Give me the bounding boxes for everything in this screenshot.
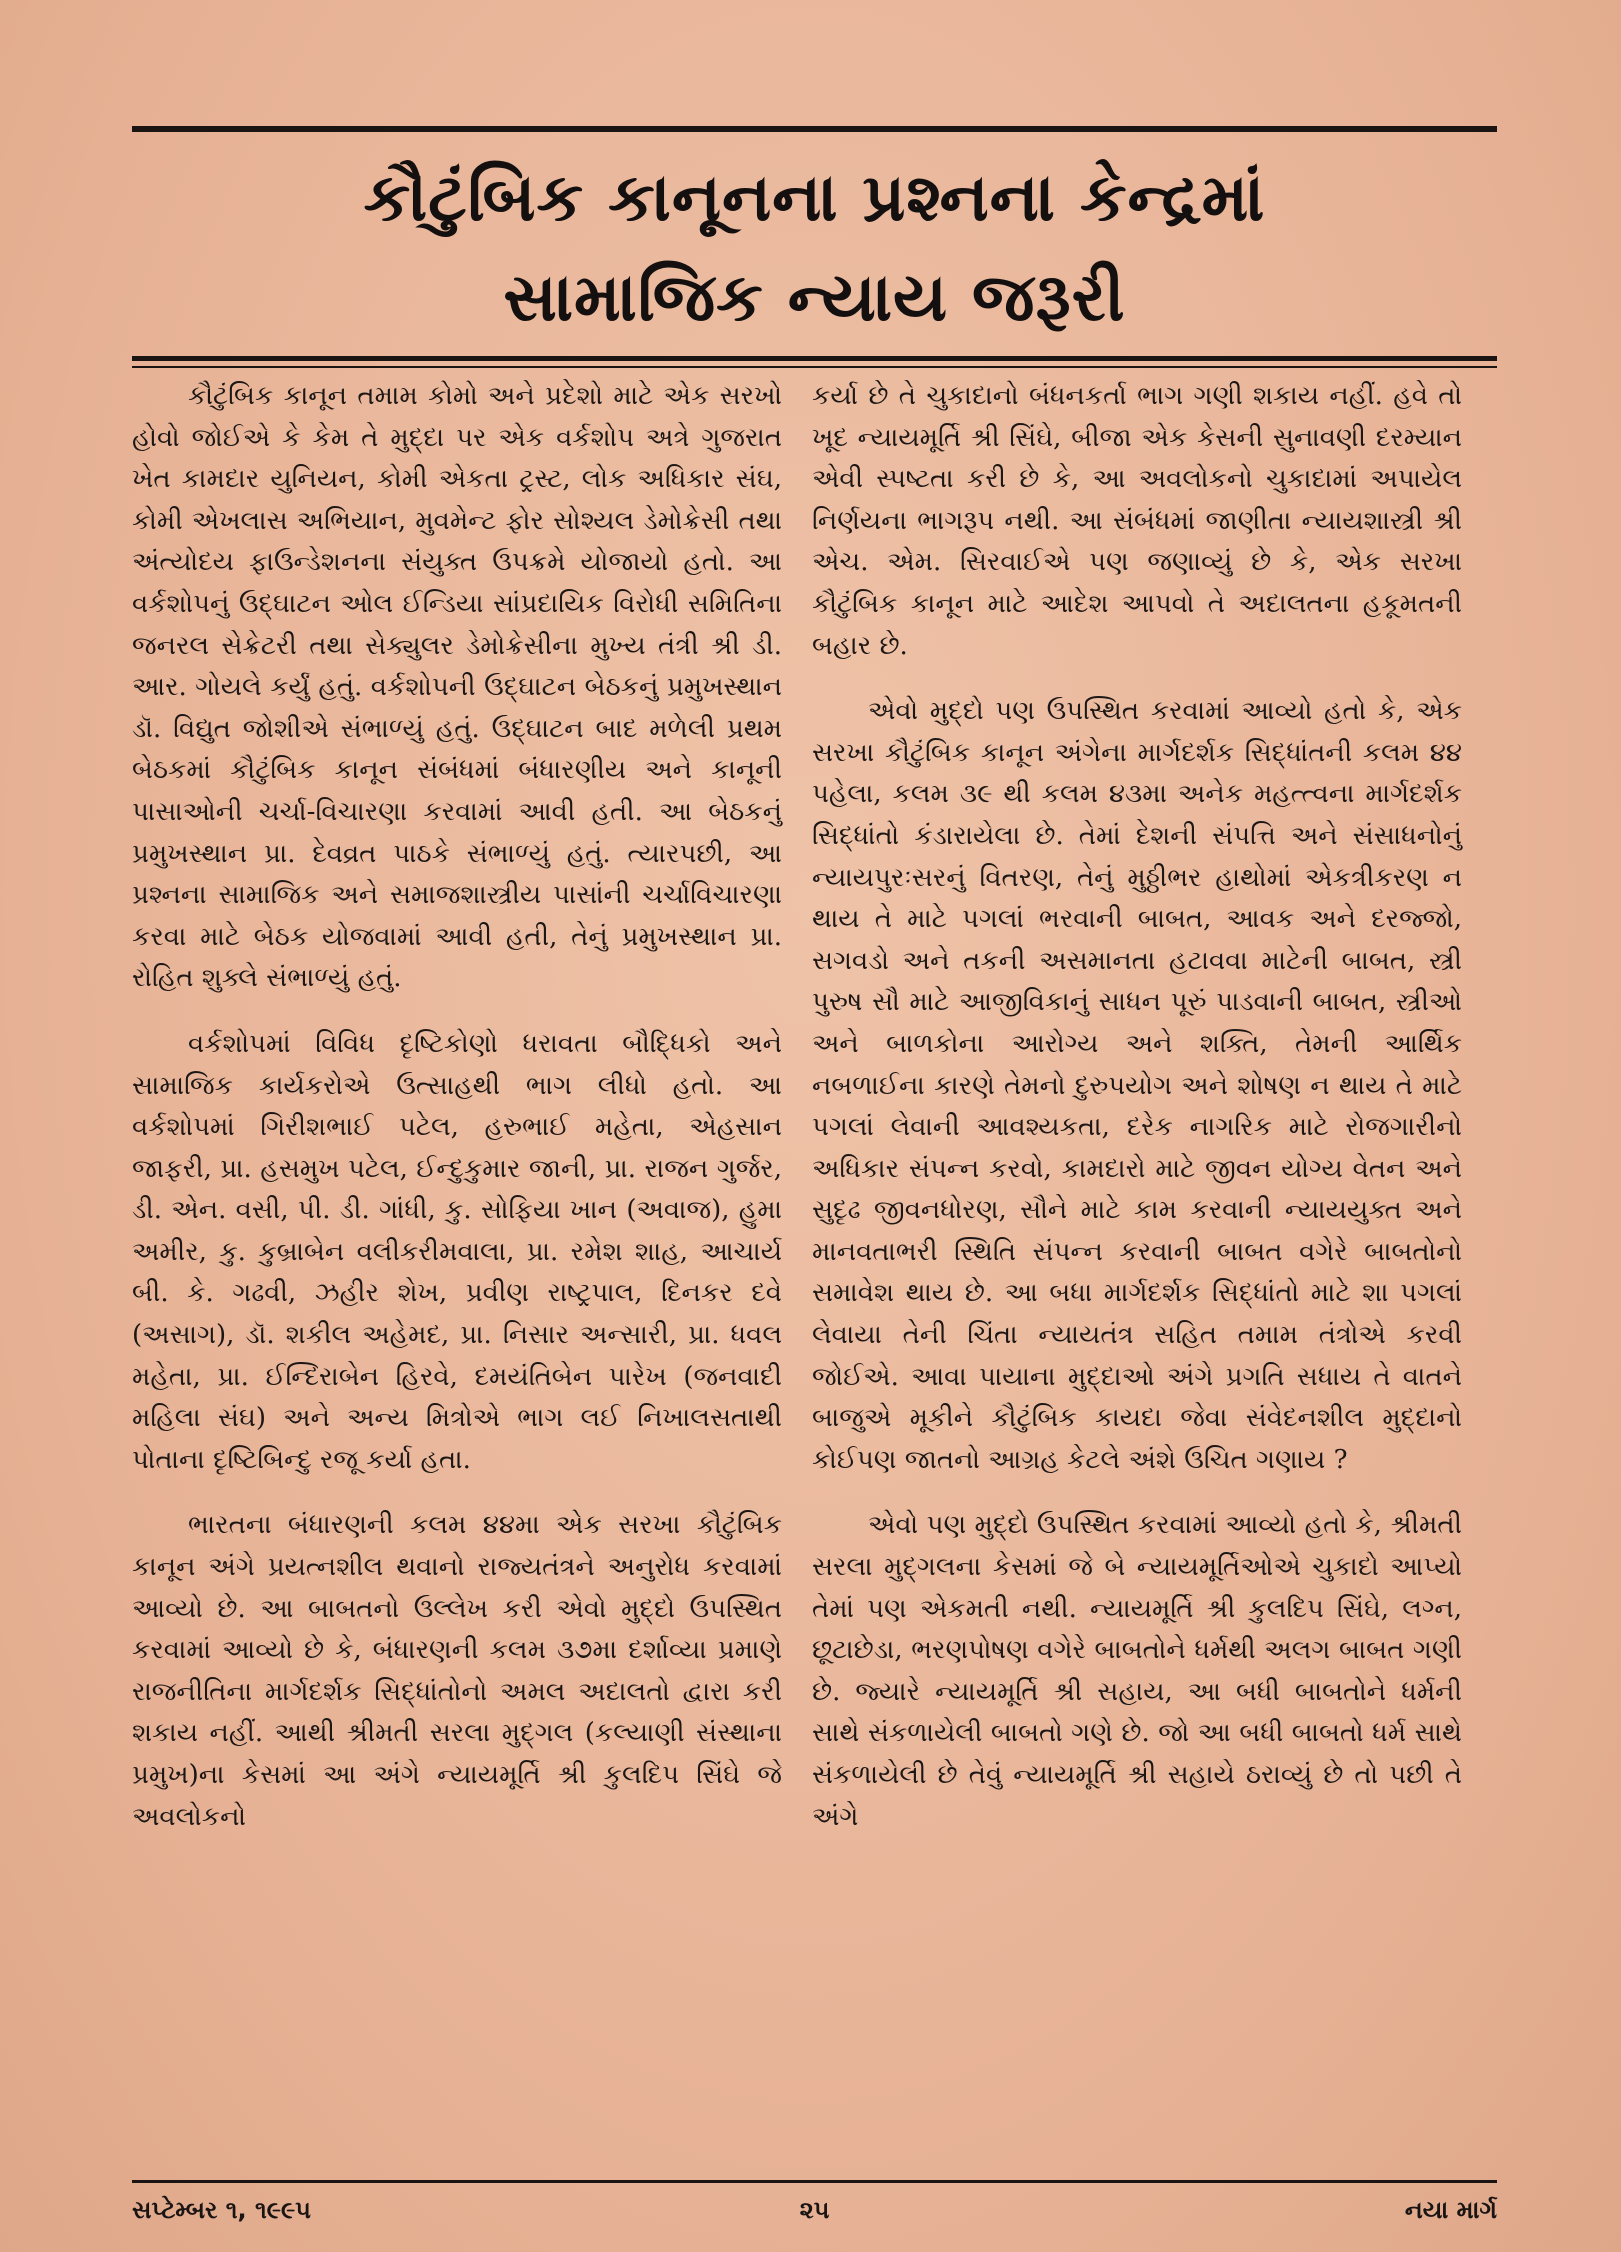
- title-rule-thick: [132, 356, 1497, 361]
- paragraph: એવો પણ મુદ્દો ઉપસ્થિત કરવામાં આવ્યો હતો કે, શ્રીમતી સરલા મુદ્‌ગલના કેસમાં જે બે ન્યાયમૂર્તિઓએ ચુકાદો આપ્યો તેમાં પણ એકમતી નથી. ન્યાયમૂર્તિ શ્રી કુલદિપ સિંઘે, લગ્ન, છૂટાછેડા, ભરણપોષણ વગેરે બાબતોને ધર્મથી અલગ બાબત ગણી છે. જ્યારે ન્યાયમૂર્તિ શ્રી સહાય, આ બધી બાબતોને ધર્મની સાથે સંકળાયેલી બાબતો ગણે છે. જો આ બધી બાબતો ધર્મ સાથે સંકળાયેલી છે તેવું ન્યાયમૂર્તિ શ્રી સહાયે ઠરાવ્યું છે તો પછી તે અંગે: [812, 1510, 1462, 1832]
- paragraph: ભારતના બંધારણની કલમ ૪૪મા એક સરખા કૌટુંબિક કાનૂન અંગે પ્રયત્નશીલ થવાનો રાજ્યતંત્રને અનુરોધ કરવામાં આવ્યો છે. આ બાબતનો ઉલ્લેખ કરી એવો મુદ્દો ઉપસ્થિત કરવામાં આવ્યો છે કે, બંધારણની કલમ ૩૭મા દર્શાવ્યા પ્રમાણે રાજનીતિના માર્ગદર્શક સિદ્ધાંતોનો અમલ અદાલતો દ્વારા કરી શકાય નહીં. આથી શ્રીમતી સરલા મુદ્‌ગલ (કલ્યાણી સંસ્થાના પ્રમુખ)ના કેસમાં આ અંગે ન્યાયમૂર્તિ શ્રી કુલદિપ સિંઘે જે અવલોકનો: [132, 1510, 782, 1832]
- paragraph: વર્કશોપમાં વિવિધ દૃષ્ટિકોણો ધરાવતા બૌદ્ધિકો અને સામાજિક કાર્યકરોએ ઉત્સાહથી ભાગ લીધો હતો. આ વર્કશોપમાં ગિરીશભાઈ પટેલ, હરુભાઈ મહેતા, એહસાન જાફરી, પ્રા. હસમુખ પટેલ, ઈન્દુકુમાર જાની, પ્રા. રાજન ગુર્જર, ડી. એન. વસી, પી. ડી. ગાંધી, કુ. સોફિયા ખાન (અવાજ), હુમા અમીર, કુ. કુબ્રાબેન વલીકરીમવાલા, પ્રા. રમેશ શાહ, આચાર્ય બી. કે. ગઢવી, ઝહીર શેખ, પ્રવીણ રાષ્ટ્રપાલ, દિનકર દવે (અસાગ), ડૉ. શકીલ અહેમદ, પ્રા. નિસાર અન્સારી, પ્રા. ધવલ મહેતા, પ્રા. ઈન્દિરાબેન હિરવે, દમયંતિબેન પારેખ (જનવાદી મહિલા સંઘ) અને અન્ય મિત્રોએ ભાગ લઈ નિખાલસતાથી પોતાના દૃષ્ટિબિન્દુ રજૂ કર્યા હતા.: [132, 1028, 782, 1475]
- paragraph: કૌટુંબિક કાનૂન તમામ કોમો અને પ્રદેશો માટે એક સરખો હોવો જોઈએ કે કેમ તે મુદ્દા પર એક વર્કશોપ અત્રે ગુજરાત ખેત કામદાર યુનિયન, કોમી એકતા ટ્રસ્ટ, લોક અધિકાર સંઘ, કોમી એખલાસ અભિયાન, મુવમેન્ટ ફોર સોશ્યલ ડેમોક્રેસી તથા અંત્યોદય ફાઉન્ડેશનના સંયુક્ત ઉપક્રમે યોજાયો હતો. આ વર્કશોપનું ઉદ્‌ઘાટન ઓલ ઈન્ડિયા સાંપ્રદાયિક વિરોધી સમિતિના જનરલ સેક્રેટરી તથા સેક્યુલર ડેમોક્રેસીના મુખ્ય તંત્રી શ્રી ડી. આર. ગોયલે કર્યું હતું. વર્કશોપની ઉદ્‌ઘાટન બેઠકનું પ્રમુખસ્થાન ડૉ. વિદ્યુત જોશીએ સંભાળ્યું હતું. ઉદ્‌ઘાટન બાદ મળેલી પ્રથમ બેઠકમાં કૌટુંબિક કાનૂન સંબંધમાં બંધારણીય અને કાનૂની પાસાઓની ચર્ચા-વિચારણા કરવામાં આવી હતી. આ બેઠકનું પ્રમુખસ્થાન પ્રા. દેવવ્રત પાઠકે સંભાળ્યું હતું. ત્યારપછી, આ પ્રશ્નના સામાજિક અને સમાજશાસ્ત્રીય પાસાંની ચર્ચાવિચારણા કરવા માટે બેઠક યોજવામાં આવી હતી, તેનું પ્રમુખસ્થાન પ્રા. રોહિત શુક્લે સંભાળ્યું હતું.: [132, 381, 782, 994]
- page-footer: [132, 2196, 1497, 2236]
- paragraph: કર્યા છે તે ચુકાદાનો બંધનકર્તા ભાગ ગણી શકાય નહીં. હવે તો ખૂદ ન્યાયમૂર્તિ શ્રી સિંઘે, બીજા એક કેસની સુનાવણી દરમ્યાન એવી સ્પષ્ટતા કરી છે કે, આ અવલોકનો ચુકાદામાં અપાયેલ નિર્ણયના ભાગરૂપ નથી. આ સંબંધમાં જાણીતા ન્યાયશાસ્ત્રી શ્રી એચ. એમ. સિરવાઈએ પણ જણાવ્યું છે કે, એક સરખા કૌટુંબિક કાનૂન માટે આદેશ આપવો તે અદાલતના હકૂમતની બહાર છે.: [812, 381, 1462, 661]
- title-rule-thin: [132, 366, 1497, 368]
- article-title: [132, 148, 1497, 348]
- paragraph: એવો મુદ્દો પણ ઉપસ્થિત કરવામાં આવ્યો હતો કે, એક સરખા કૌટુંબિક કાનૂન અંગેના માર્ગદર્શક સિદ્ધાંતની કલમ ૪૪ પહેલા, કલમ ૩૯ થી કલમ ૪૩મા અનેક મહત્ત્વના માર્ગદર્શક સિદ્ધાંતો કંડારાયેલા છે. તેમાં દેશની સંપત્તિ અને સંસાધનોનું ન્યાયપુરઃસરનું વિતરણ, તેનું મુઠ્ઠીભર હાથોમાં એકત્રીકરણ ન થાય તે માટે પગલાં ભરવાની બાબત, આવક અને દરજ્જો, સગવડો અને તકની અસમાનતા હટાવવા માટેની બાબત, સ્ત્રી પુરુષ સૌ માટે આજીવિકાનું સાધન પૂરું પાડવાની બાબત, સ્ત્રીઓ અને બાળકોના આરોગ્ય અને શક્તિ, તેમની આર્થિક નબળાઈના કારણે તેમનો દુરુપયોગ અને શોષણ ન થાય તે માટે પગલાં લેવાની આવશ્યકતા, દરેક નાગરિક માટે રોજગારીનો અધિકાર સંપન્ન કરવો, કામદારો માટે જીવન યોગ્ય વેતન અને સુદૃઢ જીવનધોરણ, સૌને માટે કામ કરવાની ન્યાયયુક્ત અને માનવતાભરી સ્થિતિ સંપન્ન કરવાની બાબત વગેરે બાબતોનો સમાવેશ થાય છે. આ બધા માર્ગદર્શક સિદ્ધાંતો માટે શા પગલાં લેવાયા તેની ચિંતા ન્યાયતંત્ર સહિત તમામ તંત્રોએ કરવી જોઈએ. આવા પાયાના મુદ્દાઓ અંગે પ્રગતિ સધાય તે વાતને બાજુએ મૂકીને કૌટુંબિક કાયદા જેવા સંવેદનશીલ મુદ્દાનો કોઈપણ જાતનો આગ્રહ કેટલે અંશે ઉચિત ગણાય ?: [812, 696, 1462, 1475]
- top-rule: [132, 126, 1497, 132]
- right-column: [812, 376, 1462, 1862]
- issue-date: સપ્ટેમ્બર ૧, ૧૯૯૫: [132, 2196, 311, 2224]
- title-line-1: કૌટુંબિક કાનૂનના પ્રશ્નના કેન્દ્રમાં: [363, 159, 1266, 236]
- left-column: [132, 376, 782, 1862]
- page-number: ૨૫: [799, 2196, 830, 2224]
- footer-rule: [132, 2180, 1497, 2183]
- title-line-2: સામાજિક ન્યાય જરૂરી: [503, 259, 1126, 336]
- publication-name: નયા માર્ગ: [1404, 2196, 1497, 2224]
